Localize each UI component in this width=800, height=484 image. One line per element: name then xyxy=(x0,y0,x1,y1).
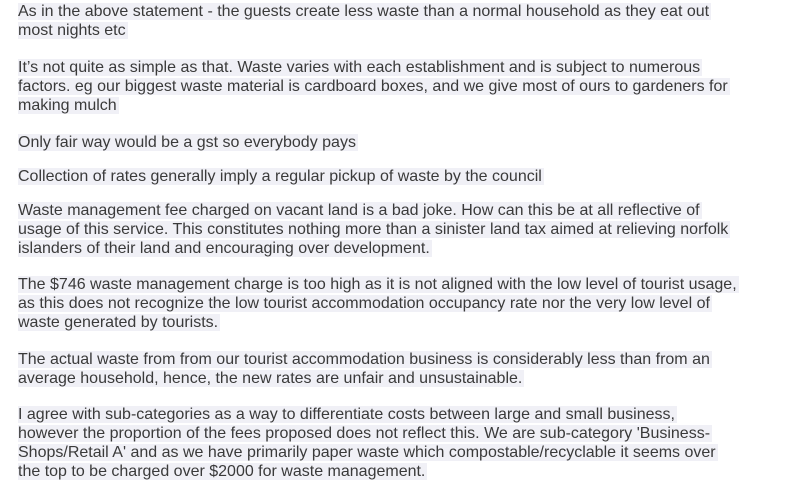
comment-2 xyxy=(18,58,796,115)
comment-line: Only fair way would be a gst so everybody pays xyxy=(18,134,356,151)
comment-line: Shops/Retail A' and as we have primarily paper waste which compostable/recyclable it seems over xyxy=(18,444,716,461)
comment-6 xyxy=(18,275,796,332)
comment-8 xyxy=(18,405,796,481)
comment-1 xyxy=(18,2,796,40)
comment-3 xyxy=(18,133,796,152)
comment-line: however the proportion of the fees proposed does not reflect this. We are sub-category 'Business- xyxy=(18,425,711,442)
comment-line: factors. eg our biggest waste material is cardboard boxes, and we give most of ours to gardeners for xyxy=(18,78,728,95)
comment-4 xyxy=(18,167,796,186)
comment-line: As in the above statement - the guests create less waste than a normal household as they eat out xyxy=(18,3,710,20)
comment-7 xyxy=(18,350,796,388)
comment-line: It’s not quite as simple as that. Waste varies with each establishment and is subject to numerous xyxy=(18,59,701,76)
comment-line: usage of this service. This constitutes nothing more than a sinister land tax aimed at relieving norfolk xyxy=(18,221,729,238)
comment-line: The actual waste from from our tourist accommodation business is considerably less than from an xyxy=(18,351,710,368)
comment-line: Waste management fee charged on vacant land is a bad joke. How can this be at all reflective of xyxy=(18,202,700,219)
comment-line: waste generated by tourists. xyxy=(18,314,219,331)
comment-line: I agree with sub-categories as a way to differentiate costs between large and small business, xyxy=(18,406,675,423)
comment-line: average household, hence, the new rates are unfair and unsustainable. xyxy=(18,370,523,387)
comment-line: most nights etc xyxy=(18,22,126,39)
comment-line: The $746 waste management charge is too high as it is not aligned with the low level of tourist usage, xyxy=(18,276,737,293)
comment-line: Collection of rates generally imply a regular pickup of waste by the council xyxy=(18,168,542,185)
comment-line: making mulch xyxy=(18,97,117,114)
comment-line: as this does not recognize the low tourist accommodation occupancy rate nor the very low level of xyxy=(18,295,710,312)
comment-line: islanders of their land and encouraging over development. xyxy=(18,240,430,257)
comment-5 xyxy=(18,201,796,258)
comment-line: the top to be charged over $2000 for waste management. xyxy=(18,463,426,480)
